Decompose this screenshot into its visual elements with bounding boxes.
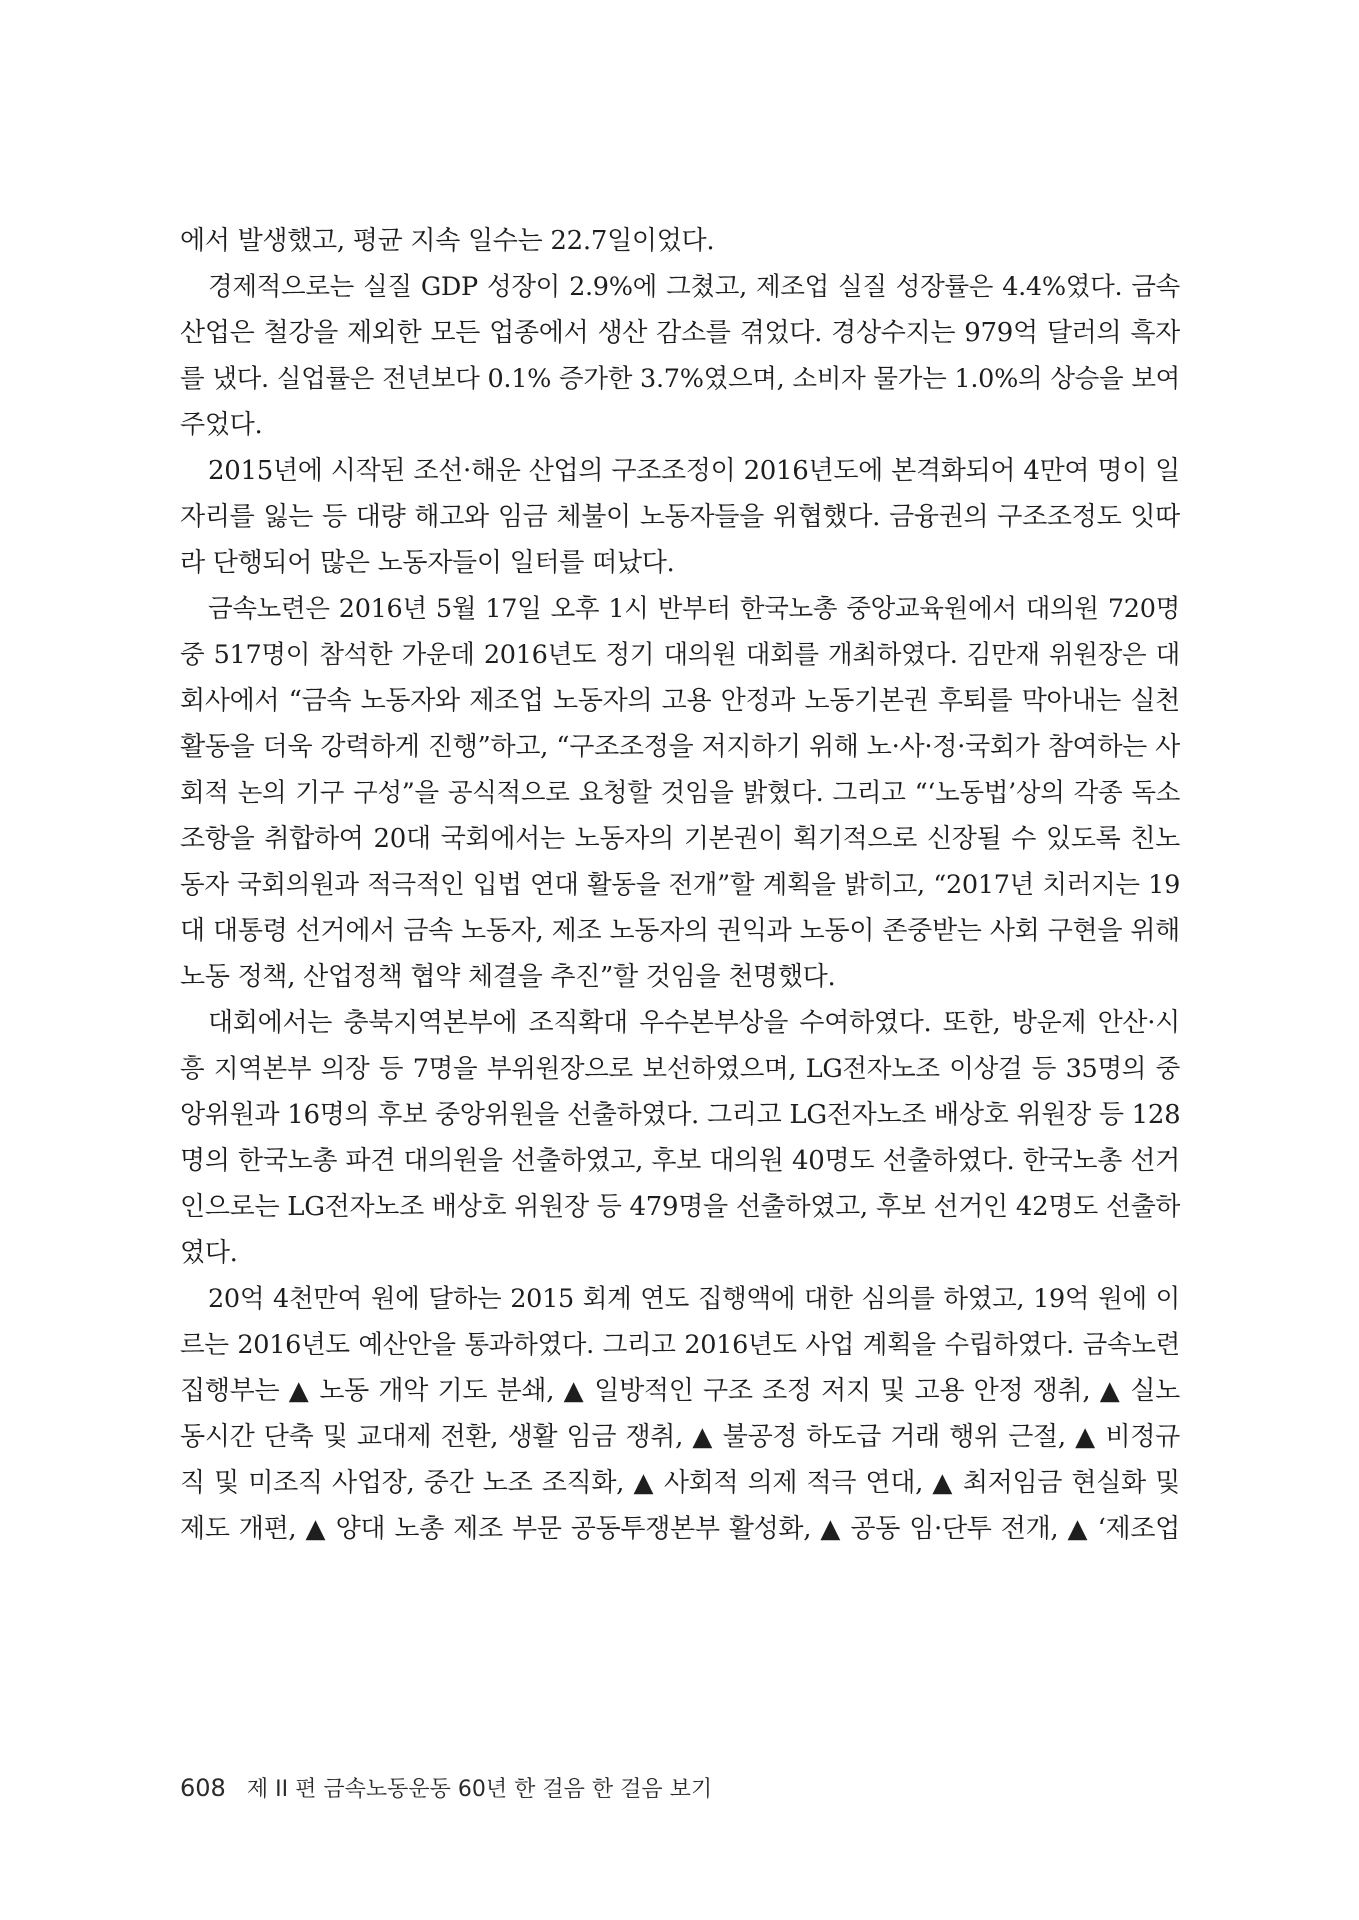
body-text-line: 회적 논의 기구 구성”을 공식적으로 요청할 것임을 밝혔다. 그리고 “‘노동법’상의 각종 독소 <box>180 778 1180 808</box>
body-text-line: 였다. <box>180 1238 238 1268</box>
page-body-text <box>180 218 1180 1552</box>
body-text-line: 라 단행되어 많은 노동자들이 일터를 떠났다. <box>180 548 675 578</box>
body-text-line: 직 및 미조직 사업장, 중간 노조 조직화, ▲ 사회적 의제 적극 연대, ▲ 최저임금 현실화 및 <box>180 1468 1180 1498</box>
body-text-line: 제도 개편, ▲ 양대 노총 제조 부문 공동투쟁본부 활성화, ▲ 공동 임·단투 전개, ▲ ‘제조업 <box>180 1514 1180 1544</box>
body-text-line: 명의 한국노총 파견 대의원을 선출하였고, 후보 대의원 40명도 선출하였다. 한국노총 선거 <box>180 1146 1180 1176</box>
body-text-line: 동시간 단축 및 교대제 전환, 생활 임금 쟁취, ▲ 불공정 하도급 거래 행위 근절, ▲ 비정규 <box>180 1422 1180 1452</box>
page-number: 608 <box>180 1774 226 1802</box>
body-text-line: 앙위원과 16명의 후보 중앙위원을 선출하였다. 그리고 LG전자노조 배상호 위원장 등 128 <box>180 1100 1180 1130</box>
running-title: 제 II 편 금속노동운동 60년 한 걸음 한 걸음 보기 <box>246 1777 713 1802</box>
body-text-line: 르는 2016년도 예산안을 통과하였다. 그리고 2016년도 사업 계획을 수립하였다. 금속노련 <box>180 1330 1180 1360</box>
page-footer <box>180 1768 712 1808</box>
body-text-line: 를 냈다. 실업률은 전년보다 0.1% 증가한 3.7%였으며, 소비자 물가는 1.0%의 상승을 보여 <box>180 364 1180 394</box>
body-text-line: 20억 4천만여 원에 달하는 2015 회계 연도 집행액에 대한 심의를 하였고, 19억 원에 이 <box>208 1284 1180 1314</box>
body-text-line: 대회에서는 충북지역본부에 조직확대 우수본부상을 수여하였다. 또한, 방운제 안산·시 <box>208 1008 1180 1038</box>
body-text-line: 흥 지역본부 의장 등 7명을 부위원장으로 보선하였으며, LG전자노조 이상걸 등 35명의 중 <box>180 1054 1180 1084</box>
body-text-line: 대 대통령 선거에서 금속 노동자, 제조 노동자의 권익과 노동이 존중받는 사회 구현을 위해 <box>180 916 1180 946</box>
body-text-line: 에서 발생했고, 평균 지속 일수는 22.7일이었다. <box>180 226 715 256</box>
body-text-line: 2015년에 시작된 조선·해운 산업의 구조조정이 2016년도에 본격화되어 4만여 명이 일 <box>208 456 1180 486</box>
body-text-line: 활동을 더욱 강력하게 진행”하고, “구조조정을 저지하기 위해 노·사·정·국회가 참여하는 사 <box>180 732 1180 762</box>
body-text-line: 중 517명이 참석한 가운데 2016년도 정기 대의원 대회를 개최하였다. 김만재 위원장은 대 <box>180 640 1180 670</box>
body-text-line: 산업은 철강을 제외한 모든 업종에서 생산 감소를 겪었다. 경상수지는 979억 달러의 흑자 <box>180 318 1180 348</box>
body-text-line: 회사에서 “금속 노동자와 제조업 노동자의 고용 안정과 노동기본권 후퇴를 막아내는 실천 <box>180 686 1180 716</box>
body-text-line: 노동 정책, 산업정책 협약 체결을 추진”할 것임을 천명했다. <box>180 962 836 992</box>
body-text-line: 조항을 취합하여 20대 국회에서는 노동자의 기본권이 획기적으로 신장될 수 있도록 친노 <box>180 824 1180 854</box>
body-text-line: 금속노련은 2016년 5월 17일 오후 1시 반부터 한국노총 중앙교육원에서 대의원 720명 <box>208 594 1180 624</box>
body-text-line: 인으로는 LG전자노조 배상호 위원장 등 479명을 선출하였고, 후보 선거인 42명도 선출하 <box>180 1192 1180 1222</box>
body-text-line: 집행부는 ▲ 노동 개악 기도 분쇄, ▲ 일방적인 구조 조정 저지 및 고용 안정 쟁취, ▲ 실노 <box>180 1376 1180 1406</box>
body-text-line: 동자 국회의원과 적극적인 입법 연대 활동을 전개”할 계획을 밝히고, “2017년 치러지는 19 <box>180 870 1180 900</box>
body-text-line: 경제적으로는 실질 GDP 성장이 2.9%에 그쳤고, 제조업 실질 성장률은 4.4%였다. 금속 <box>208 272 1180 302</box>
body-text-line: 주었다. <box>180 410 263 440</box>
body-text-line: 자리를 잃는 등 대량 해고와 임금 체불이 노동자들을 위협했다. 금융권의 구조조정도 잇따 <box>180 502 1180 532</box>
